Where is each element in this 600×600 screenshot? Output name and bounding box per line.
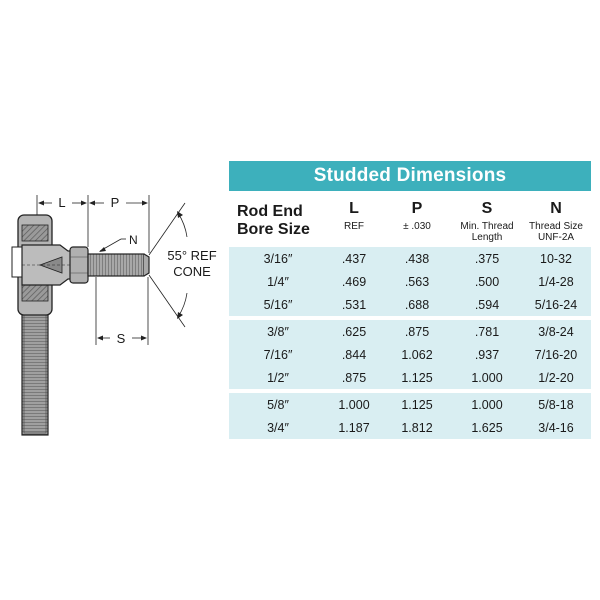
cone-angle-sublabel: CONE (173, 264, 211, 279)
cell-s: .781 (474, 324, 500, 339)
dimension-p-label: P (110, 195, 120, 210)
cell-bore: 1/2″ (267, 370, 289, 385)
cell-p: .875 (404, 324, 430, 339)
stud-body (22, 245, 88, 285)
cell-p: 1.062 (401, 347, 433, 362)
stud-thread (88, 254, 149, 276)
rod-end-shank (22, 300, 48, 435)
cell-s: 1.000 (471, 370, 503, 385)
cell-bore: 1/4″ (267, 274, 289, 289)
cell-s: .375 (474, 251, 500, 266)
cell-l: .875 (341, 370, 367, 385)
cell-n: 1/4-28 (538, 274, 574, 289)
table-row (229, 247, 591, 270)
dimension-s (96, 277, 148, 346)
cell-l: 1.187 (338, 420, 370, 435)
table-row (229, 293, 591, 316)
cell-bore: 5/16″ (263, 297, 293, 312)
cell-l: .531 (341, 297, 367, 312)
dimension-s-label: S (116, 331, 126, 346)
leader-n (99, 233, 138, 252)
cell-s: .594 (474, 297, 500, 312)
cell-l: .625 (341, 324, 367, 339)
cell-s: .500 (474, 274, 500, 289)
cone-angle (149, 203, 217, 327)
cell-n: 3/8-24 (538, 324, 574, 339)
cell-bore: 3/8″ (267, 324, 289, 339)
cell-l: 1.000 (338, 397, 370, 412)
cell-p: .688 (404, 297, 430, 312)
cell-n: 7/16-20 (534, 347, 578, 362)
dimension-l-label: L (58, 195, 66, 210)
table-title: Studded Dimensions (229, 161, 591, 191)
cell-n: 5/16-24 (534, 297, 578, 312)
cell-bore: 3/16″ (263, 251, 293, 266)
header-p: P ± .030 (403, 200, 431, 232)
header-bore-size: Rod End Bore Size (237, 203, 310, 238)
dimension-p (89, 195, 149, 253)
cell-p: 1.125 (401, 397, 433, 412)
table-row (229, 270, 591, 293)
table-row (229, 366, 591, 389)
header-l: L REF (344, 200, 364, 232)
cell-n: 5/8-18 (538, 397, 574, 412)
table-body (229, 247, 591, 439)
cell-n: 1/2-20 (538, 370, 574, 385)
cell-n: 3/4-16 (538, 420, 574, 435)
header-n: N Thread Size UNF-2A (529, 200, 583, 243)
cell-l: .844 (341, 347, 367, 362)
cell-p: 1.125 (401, 370, 433, 385)
cell-p: .438 (404, 251, 430, 266)
cell-bore: 3/4″ (267, 420, 289, 435)
table-row (229, 320, 591, 343)
cell-bore: 7/16″ (263, 347, 293, 362)
row-group (229, 393, 591, 439)
cell-n: 10-32 (540, 251, 572, 266)
cone-angle-label: 55° REF (167, 248, 217, 263)
cell-l: .437 (341, 251, 367, 266)
table-row (229, 343, 591, 366)
cell-l: .469 (341, 274, 367, 289)
cell-bore: 5/8″ (267, 397, 289, 412)
table-row (229, 393, 591, 416)
cell-p: 1.812 (401, 420, 433, 435)
rod-end-drawing (0, 185, 230, 445)
table-header (229, 191, 591, 247)
cell-s: .937 (474, 347, 500, 362)
header-s: S Min. Thread Length (460, 200, 514, 243)
cell-s: 1.625 (471, 420, 503, 435)
row-group (229, 247, 591, 316)
studded-dimensions-table (229, 161, 591, 439)
cell-p: .563 (404, 274, 430, 289)
row-group (229, 320, 591, 389)
leader-n-label: N (129, 233, 138, 247)
cell-s: 1.000 (471, 397, 503, 412)
table-row (229, 416, 591, 439)
